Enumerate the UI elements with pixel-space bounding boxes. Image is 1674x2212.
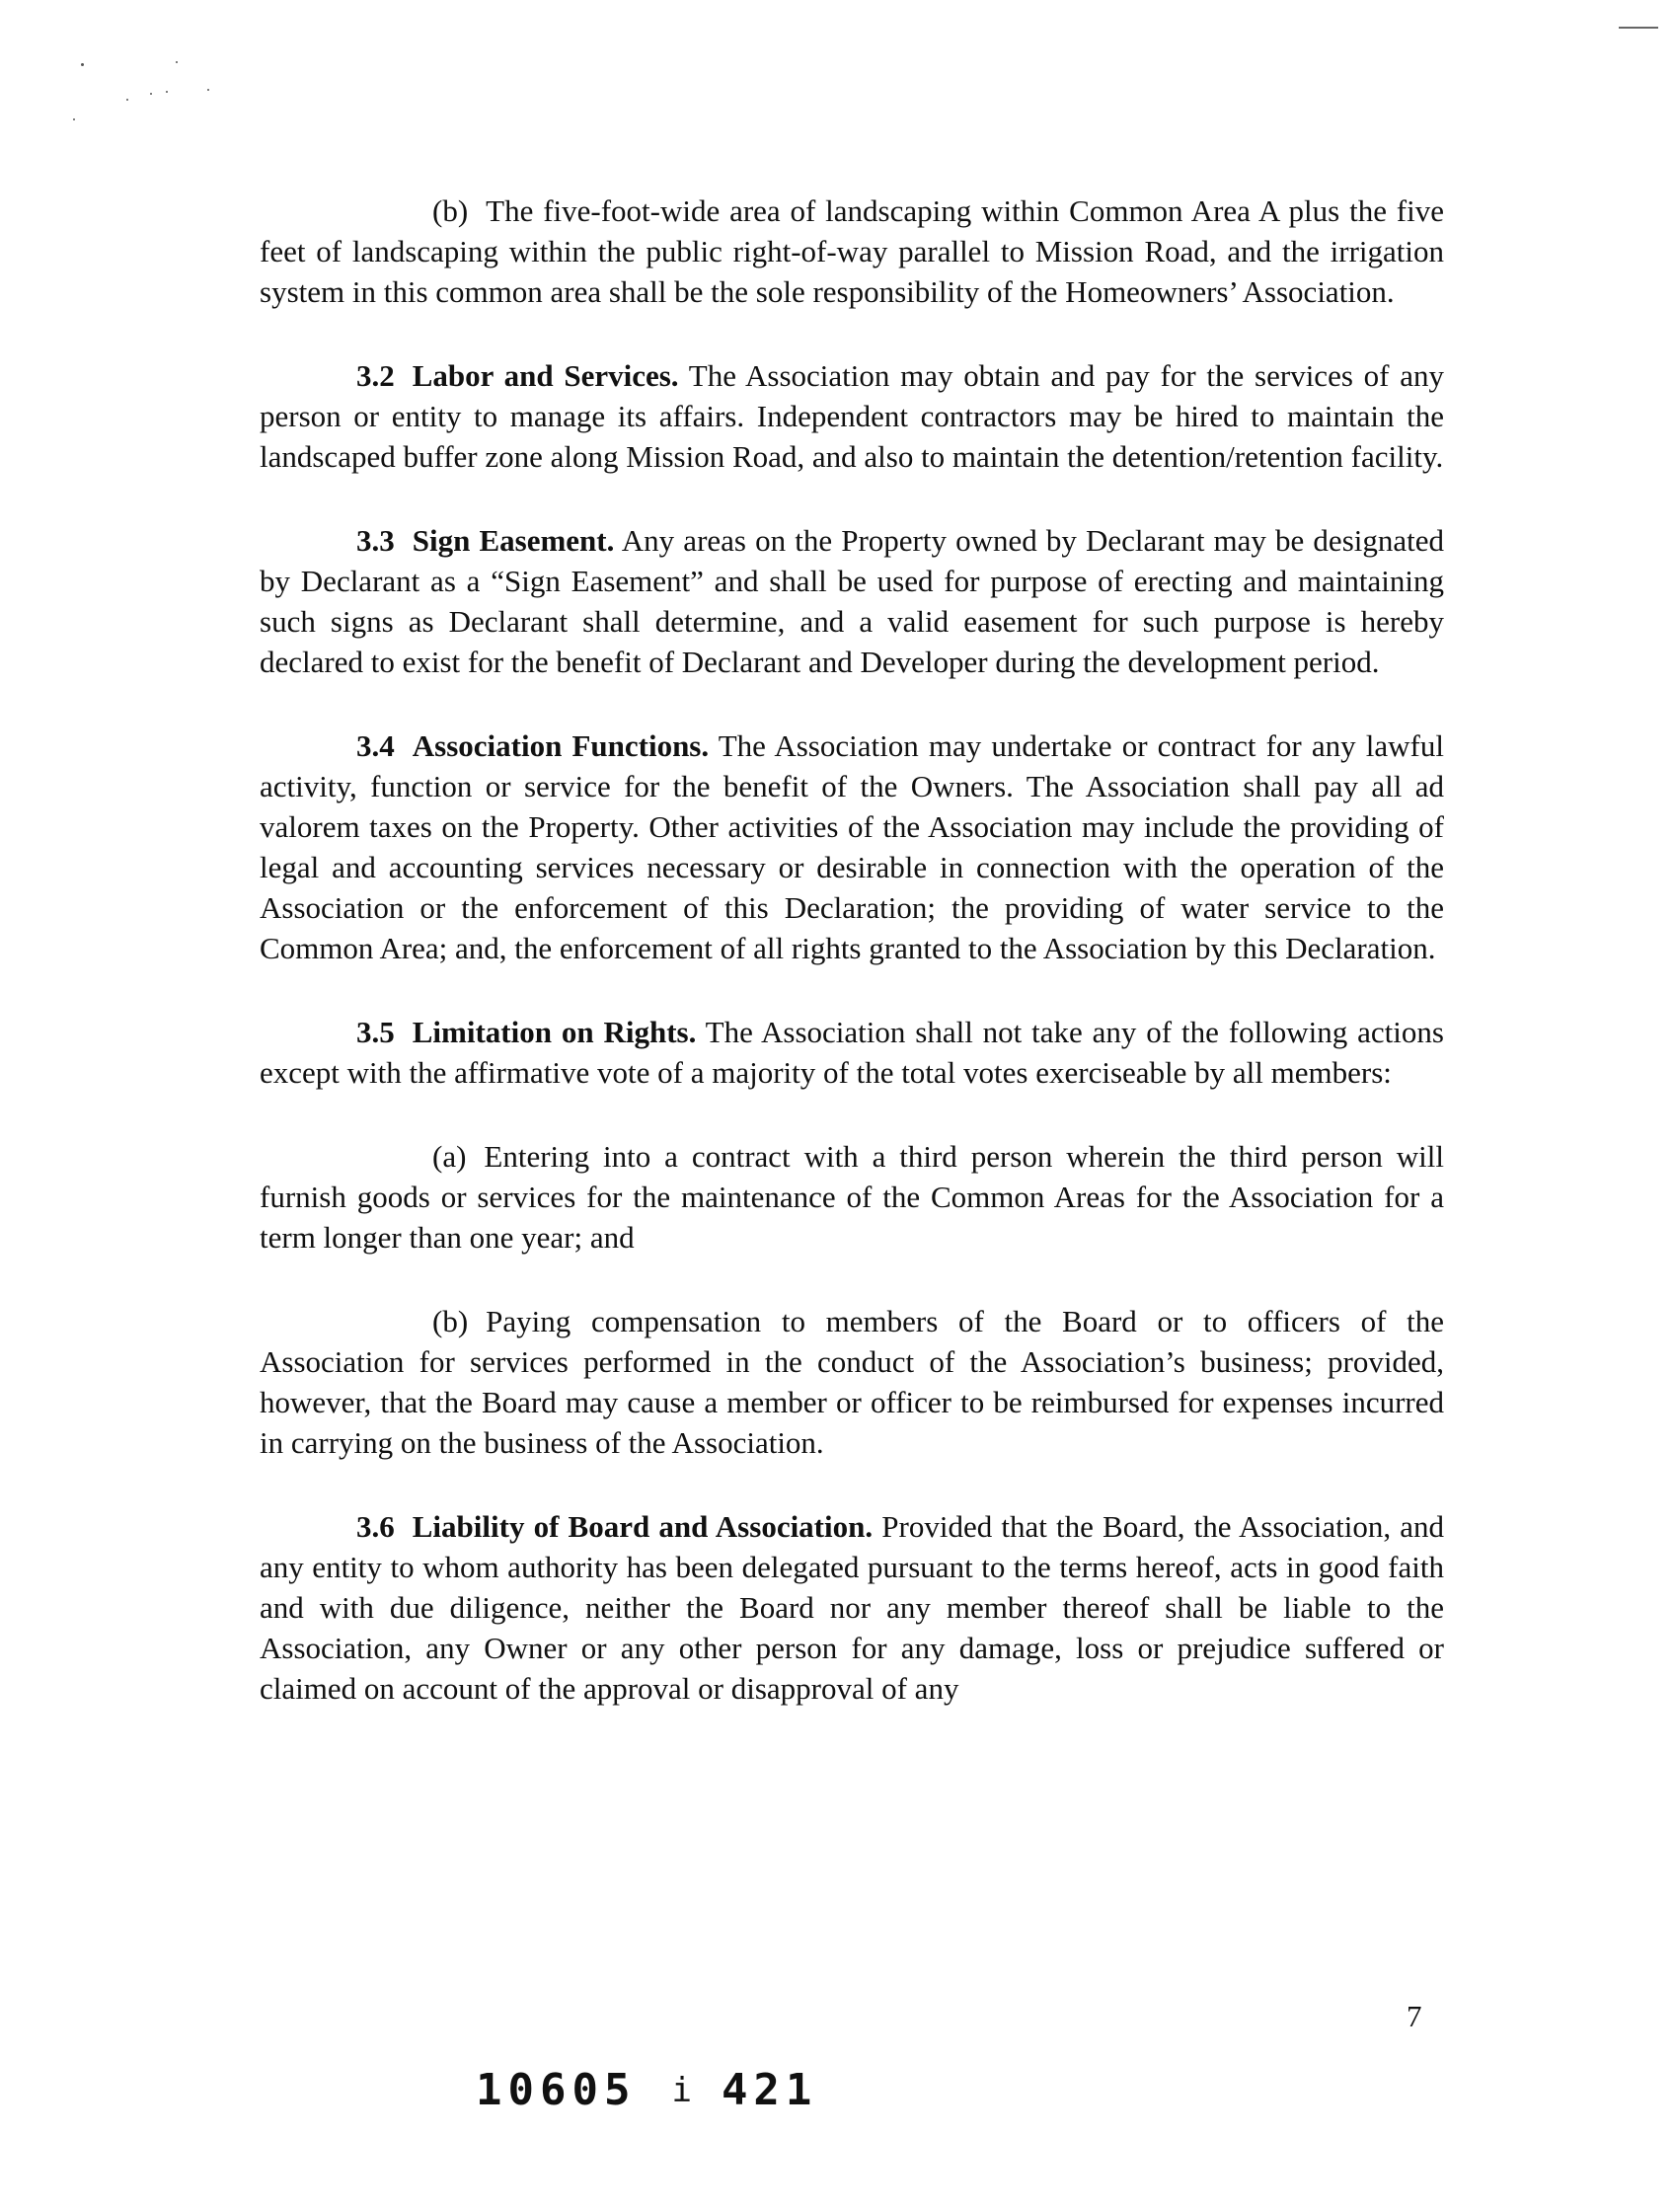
section-3-6: [260, 1506, 1444, 1709]
paragraph-text: Entering into a contract with a third person wherein the third person will furnish goods or services for the maintenance of the Common Areas for the Association for a term longer than one year; and: [260, 1139, 1444, 1255]
section-heading: Labor and Services.: [412, 358, 679, 393]
recording-book-number: 10605: [476, 2065, 637, 2115]
paragraph-3-5-b: [260, 1301, 1444, 1463]
scan-speck: [73, 118, 75, 120]
paragraph-text: The five-foot-wide area of landscaping within Common Area A plus the five feet of landscaping within the public right-of-way parallel to Mission Road, and the irrigation system in this common area shall be the sole responsibility of the Homeowners’ Association.: [260, 193, 1444, 309]
section-3-4: [260, 725, 1444, 968]
scan-speck: [81, 63, 84, 66]
scan-speck: [166, 91, 168, 93]
paragraph-3-1-b: [260, 191, 1444, 312]
section-text: Any areas on the Property owned by Declarant may be designated by Declarant as a “Sign Easement” and shall be used for purpose of erecting and maintaining such signs as Declarant shall determine, and a valid easement for such purpose is hereby declared to exist for the benefit of Declarant and Developer during the development period.: [260, 523, 1444, 679]
section-number: 3.4: [356, 728, 395, 763]
section-3-2: [260, 355, 1444, 477]
recording-page-number: 421: [721, 2065, 818, 2115]
paragraph-marker: (b): [432, 1304, 469, 1338]
section-3-3: [260, 520, 1444, 682]
section-3-5: [260, 1012, 1444, 1093]
scan-artifact-line: [1619, 27, 1658, 29]
paragraph-3-5-a: [260, 1136, 1444, 1258]
paragraph-marker: (b): [432, 193, 469, 228]
recording-stamp-separator: i: [671, 2071, 698, 2110]
scan-speck: [207, 89, 209, 91]
section-number: 3.5: [356, 1015, 395, 1049]
section-number: 3.6: [356, 1509, 395, 1544]
section-text: Provided that the Board, the Association, and any entity to whom authority has been delegated pursuant to the terms hereof, acts in good faith and with due diligence, neither the Board nor any member thereof shall be liable to the Association, any Owner or any other person for any damage, loss or prejudice suffered or claimed on account of the approval or disapproval of any: [260, 1509, 1445, 1706]
document-body: [260, 191, 1444, 1709]
section-text: The Association may obtain and pay for the services of any person or entity to manage its affairs. Independent contractors may be hired to maintain the landscaped buffer zone along Mission Road, and also to maintain the detention/retention facility.: [260, 358, 1444, 474]
scan-speck: [176, 61, 178, 63]
scan-speck: [126, 99, 128, 101]
section-number: 3.2: [356, 358, 395, 393]
scan-speck: [150, 93, 152, 95]
section-heading: Liability of Board and Association.: [412, 1509, 874, 1544]
section-heading: Association Functions.: [412, 728, 710, 763]
recording-stamp: [476, 2065, 817, 2115]
paragraph-marker: (a): [432, 1139, 467, 1174]
paragraph-text: Paying compensation to members of the Board or to officers of the Association for services performed in the conduct of the Association’s business; provided, however, that the Board may cause a member or officer to be reimbursed for expenses incurred in carrying on the business of the Association.: [260, 1304, 1444, 1460]
section-text: The Association shall not take any of the following actions except with the affirmative vote of a majority of the total votes exerciseable by all members:: [260, 1015, 1444, 1090]
section-number: 3.3: [356, 523, 395, 558]
section-heading: Limitation on Rights.: [412, 1015, 697, 1049]
section-heading: Sign Easement.: [412, 523, 615, 558]
page-number: 7: [1407, 1999, 1422, 2033]
section-text: The Association may undertake or contract for any lawful activity, function or service for the benefit of the Owners. The Association shall pay all ad valorem taxes on the Property. Other activities of the Association may include the providing of legal and accounting services necessary or desirable in connection with the operation of the Association or the enforcement of this Declaration; the providing of water service to the Common Area; and, the enforcement of all rights granted to the Association by this Declaration.: [260, 728, 1444, 965]
